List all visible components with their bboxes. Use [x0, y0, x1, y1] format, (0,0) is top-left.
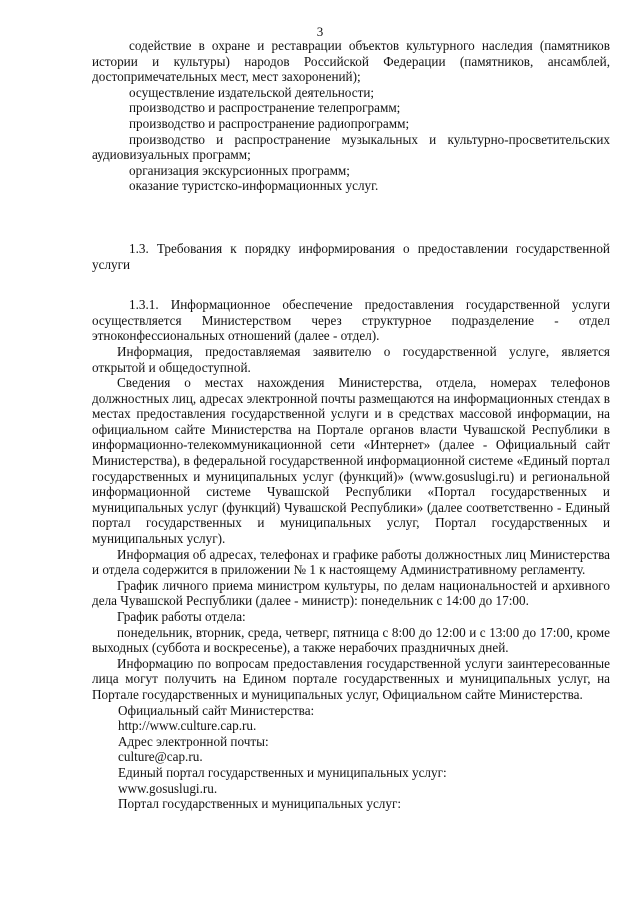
paragraph: График личного приема министром культуры, по делам национальностей и архивного дела Чувашской Республики (далее - министр): понедельник с 14:00 до 17:00. [92, 577, 610, 609]
paragraph: Информация об адресах, телефонах и графике работы должностных лиц Министерства и отдела содержится в приложении № 1 к настоящему Административному регламенту. [92, 546, 610, 578]
paragraph: Сведения о местах нахождения Министерства, отдела, номерах телефонов должностных лиц, адресах электронной почты размещаются на информационных стендах в местах предоставления государственной услуги и в средствах массовой информации, на официальном сайте Министерства на Портале органов власти Чувашской Республики в информационно-телекоммуникационной сети «Интернет» (далее - Официальный сайт Министерства), в федеральной государственной информационной системе «Единый портал государственных и муниципальных услуг (функций)» (www.gosuslugi.ru) и региональной информационной системе Чувашской Республики «Портал государственных и муниципальных услуг (функций) Чувашской Республики» (далее соответственно - Единый портал государственных и муниципальных услуг, Портал государственных и муниципальных услуг). [92, 375, 610, 547]
paragraph: оказание туристско-информационных услуг. [129, 178, 379, 194]
email-address: culture@cap.ru. [118, 749, 203, 765]
document-body [92, 38, 610, 812]
contact-label: Портал государственных и муниципальных услуг: [118, 796, 402, 812]
contact-label: Единый портал государственных и муниципальных услуг: [118, 764, 447, 780]
paragraph: Информацию по вопросам предоставления государственной услуги заинтересованные лица могут получить на Едином портале государственных и муниципальных услуг, на Портале государственных и муниципальных услуг, Официальном сайте Министерства. [92, 655, 610, 702]
paragraph: осуществление издательской деятельности; [129, 84, 375, 100]
paragraph: понедельник, вторник, среда, четверг, пятница с 8:00 до 12:00 и с 13:00 до 17:00, кроме выходных (суббота и воскресенье), а также нерабочих праздничных дней. [92, 624, 610, 656]
paragraph: График работы отдела: [117, 609, 246, 624]
paragraph: производство и распространение телепрограмм; [129, 100, 401, 116]
section-heading: 1.3. Требования к порядку информирования о предоставлении государственной услуги [92, 240, 610, 272]
website-url: www.gosuslugi.ru. [118, 780, 218, 796]
contact-label: Официальный сайт Министерства: [118, 702, 315, 718]
paragraph: организация экскурсионных программ; [129, 162, 350, 178]
page-number: 3 [316, 24, 324, 39]
paragraph: 1.3.1. Информационное обеспечение предоставления государственной услуги осуществляется Министерством через структурное подразделение - отдел этноконфессиональных отношений (далее - отдел). [92, 297, 610, 344]
paragraph: производство и распространение музыкальных и культурно-просветительских аудиовизуальных программ; [92, 131, 610, 163]
paragraph: производство и распространение радиопрограмм; [129, 115, 410, 131]
paragraph: содействие в охране и реставрации объектов культурного наследия (памятников истории и культуры) народов Российской Федерации (памятников, ансамблей, достопримечательных мест, мест захоронений); [92, 38, 610, 85]
website-url: http://www.culture.cap.ru. [118, 718, 257, 734]
contact-label: Адрес электронной почты: [118, 733, 269, 749]
paragraph: Информация, предоставляемая заявителю о государственной услуге, является открытой и общедоступной. [92, 343, 610, 375]
